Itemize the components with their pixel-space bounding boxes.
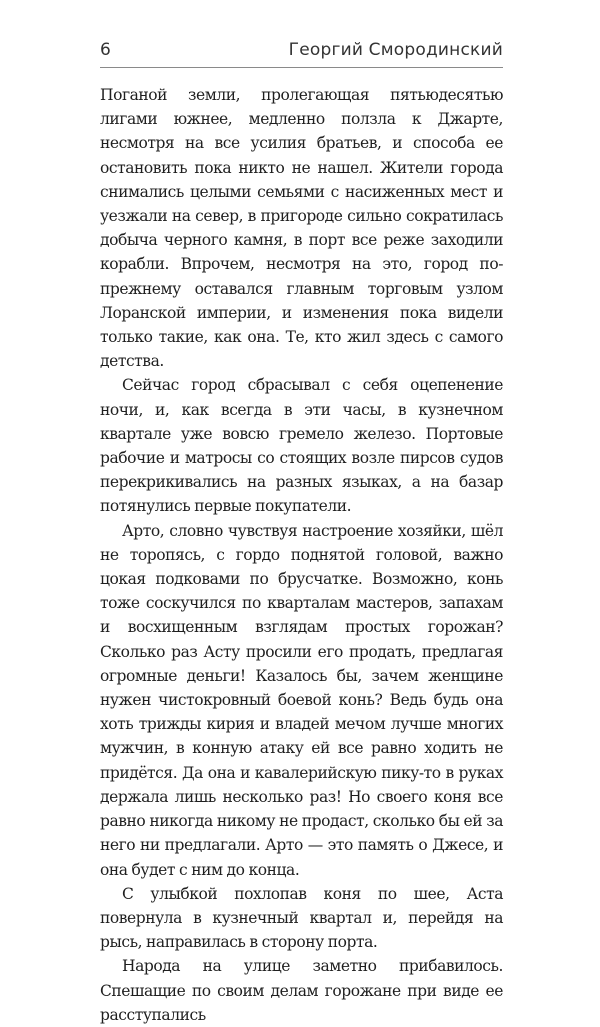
page-number: 6 bbox=[100, 40, 111, 60]
paragraph-continues: Народа на улице заметно прибавилось. Спешащие по своим делам горожане при виде ее расступались bbox=[100, 957, 503, 1024]
paragraph: Сейчас город сбрасывал с себя оцепенение ночи, и, как всегда в эти часы, в кузнечном квартале уже вовсю гремело железо. Портовые рабочие и матросы со стоящих возле пирсов судов перекрикивались на разных языках, а на базар потянулись первые покупатели. bbox=[100, 376, 503, 516]
page-header bbox=[100, 40, 503, 64]
page-body bbox=[100, 83, 503, 1027]
paragraph-continued: Поганой земли, пролегающая пятьюдесятью лигами южнее, медленно ползла к Джарте, несмотря на все усилия братьев, и способа ее остановить пока никто не нашел. Жители города снимались целыми семьями с насиженных мест и уезжали на север, в пригороде сильно сократилась добыча черного камня, в порт все реже заходили корабли. Впрочем, несмотря на это, город по-прежнему оставался главным торговым узлом Лоранской империи, и изменения пока видели только такие, как она. Те, кто жил здесь с самого детства. bbox=[100, 86, 503, 371]
paragraph: С улыбкой похлопав коня по шее, Аста повернула в кузнечный квартал и, перейдя на рысь, направилась в сторону порта. bbox=[100, 884, 503, 952]
paragraph: Арто, словно чувствуя настроение хозяйки, шёл не торопясь, с гордо поднятой головой, важно цокая подковами по брусчатке. Возможно, конь тоже соскучился по кварталам мастеров, запахам и восхищенным взглядам простых горожан? Сколько раз Асту просили его продать, предлагая огромные деньги! Казалось бы, зачем женщине нужен чистокровный боевой конь? Ведь будь она хоть трижды кирия и владей мечом лучше многих мужчин, в конную атаку ей все равно ходить не придётся. Да она и кавалерийскую пику-то в руках держала лишь несколько раз! Но своего коня все равно никогда никому не продаст, сколько бы ей за него ни предлагали. Арто — это память о Джесе, и она будет с ним до конца. bbox=[100, 521, 503, 879]
header-divider bbox=[100, 67, 503, 68]
running-head-author: Георгий Смородинский bbox=[288, 40, 503, 60]
